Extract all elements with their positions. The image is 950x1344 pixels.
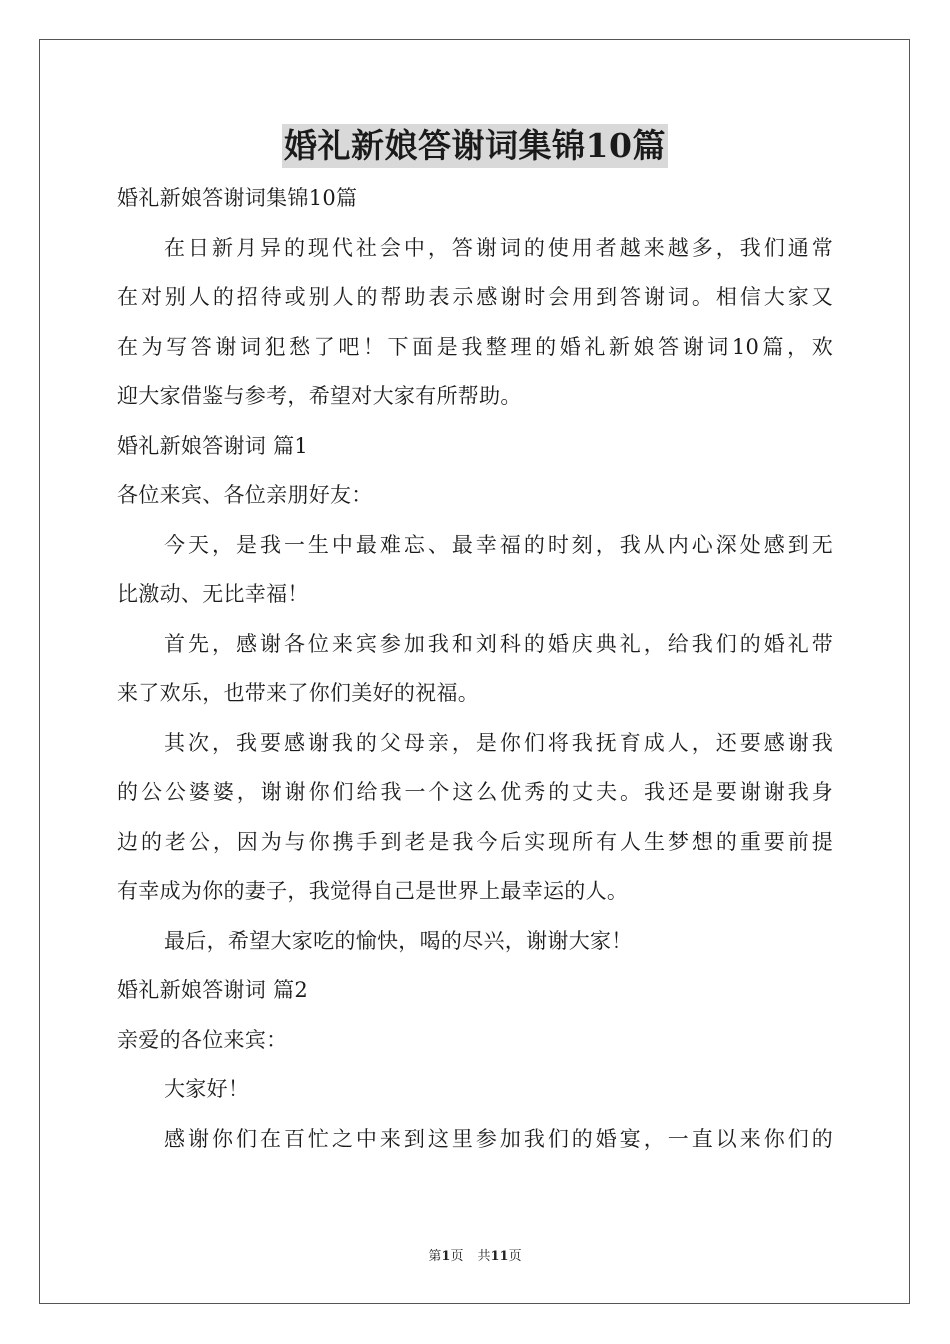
text-line: 大家好！ bbox=[164, 1077, 250, 1101]
footer-page-number: 1 bbox=[441, 1249, 451, 1264]
text-line: 在为写答谢词犯愁了吧！下面是我整理的婚礼新娘答谢词10篇，欢 bbox=[117, 334, 833, 359]
text-line: 婚礼新娘答谢词 篇1 bbox=[117, 433, 309, 458]
footer-page-prefix: 第 bbox=[428, 1249, 442, 1264]
footer-total-pages: 11 bbox=[490, 1249, 509, 1264]
text-line: 最后，希望大家吃的愉快，喝的尽兴，谢谢大家！ bbox=[164, 928, 633, 953]
text-line: 边的老公，因为与你携手到老是我今后实现所有人生梦想的重要前提 bbox=[117, 829, 833, 854]
text-line: 感谢你们在百忙之中来到这里参加我们的婚宴，一直以来你们的 bbox=[164, 1126, 833, 1151]
text-line: 其次，我要感谢我的父母亲，是你们将我抚育成人，还要感谢我 bbox=[164, 730, 833, 755]
text-line: 婚礼新娘答谢词 篇2 bbox=[117, 978, 309, 1002]
footer-total-prefix: 共 bbox=[477, 1249, 491, 1264]
document-body bbox=[117, 174, 833, 1164]
title-area bbox=[0, 124, 950, 168]
page-footer bbox=[0, 1248, 950, 1266]
text-line: 婚礼新娘答谢词集锦10篇 bbox=[117, 186, 358, 210]
text-line: 有幸成为你的妻子，我觉得自己是世界上最幸运的人。 bbox=[117, 879, 629, 903]
text-line: 在对别人的招待或别人的帮助表示感谢时会用到答谢词。相信大家又 bbox=[117, 285, 833, 309]
text-line: 来了欢乐，也带来了你们美好的祝福。 bbox=[117, 681, 480, 705]
text-line: 在日新月异的现代社会中，答谢词的使用者越来越多，我们通常 bbox=[164, 235, 833, 260]
text-line: 亲爱的各位来宾： bbox=[117, 1027, 288, 1052]
text-line: 比激动、无比幸福！ bbox=[117, 582, 309, 606]
text-line: 迎大家借鉴与参考，希望对大家有所帮助。 bbox=[117, 384, 522, 408]
text-line: 的公公婆婆，谢谢你们给我一个这么优秀的丈夫。我还是要谢谢我身 bbox=[117, 780, 833, 804]
footer-total-suffix: 页 bbox=[508, 1249, 522, 1264]
text-line: 各位来宾、各位亲朋好友： bbox=[117, 483, 373, 507]
document-title: 婚礼新娘答谢词集锦10篇 bbox=[282, 124, 668, 168]
text-line: 首先，感谢各位来宾参加我和刘科的婚庆典礼，给我们的婚礼带 bbox=[164, 631, 833, 656]
text-line: 今天，是我一生中最难忘、最幸福的时刻，我从内心深处感到无 bbox=[164, 532, 833, 557]
footer-page-suffix: 页 bbox=[450, 1249, 464, 1264]
